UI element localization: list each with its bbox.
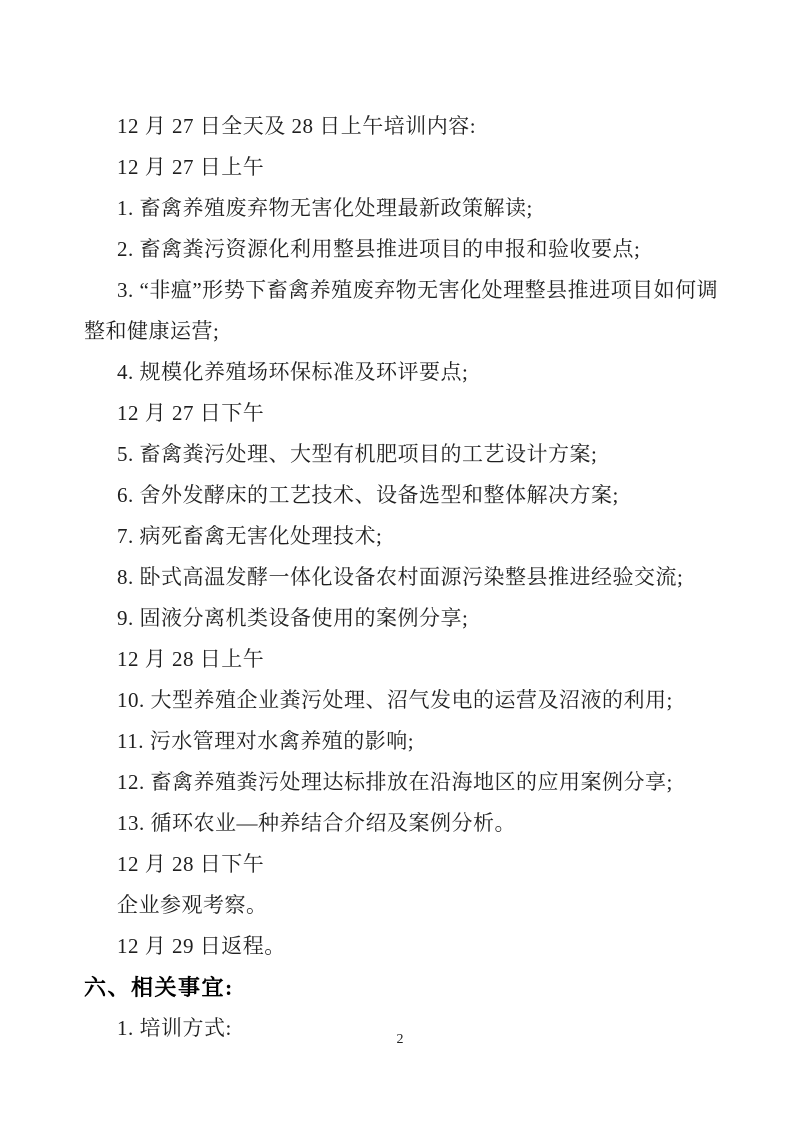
paragraph-line: 12 月 27 日全天及 28 日上午培训内容: — [117, 114, 477, 138]
paragraph-line: 10. 大型养殖企业粪污处理、沼气发电的运营及沼液的利用; — [117, 688, 673, 712]
paragraph-line: 6. 舍外发酵床的工艺技术、设备选型和整体解决方案; — [117, 483, 619, 507]
document-body — [84, 106, 742, 1049]
paragraph-line: 7. 病死畜禽无害化处理技术; — [117, 524, 383, 548]
paragraph-line: 1. 培训方式: — [117, 1016, 232, 1040]
page-number: 2 — [396, 1032, 404, 1047]
paragraph-line: 5. 畜禽粪污处理、大型有机肥项目的工艺设计方案; — [117, 442, 598, 466]
paragraph-line: 13. 循环农业—种养结合介绍及案例分析。 — [117, 811, 516, 835]
section-heading: 六、相关事宜: — [84, 975, 234, 1000]
paragraph-line: 11. 污水管理对水禽养殖的影响; — [117, 729, 415, 753]
paragraph-line: 2. 畜禽粪污资源化利用整县推进项目的申报和验收要点; — [117, 237, 641, 261]
paragraph-line: 4. 规模化养殖场环保标准及环评要点; — [117, 360, 469, 384]
paragraph-line: 12 月 28 日下午 — [117, 852, 265, 876]
paragraph-line: 8. 卧式高温发酵一体化设备农村面源污染整县推进经验交流; — [117, 565, 684, 589]
paragraph-line: 12 月 27 日下午 — [117, 401, 265, 425]
paragraph-line: 12 月 28 日上午 — [117, 647, 265, 671]
paragraph-line: 企业参观考察。 — [117, 893, 268, 917]
paragraph-line: 1. 畜禽养殖废弃物无害化处理最新政策解读; — [117, 196, 533, 220]
paragraph-line: 3. “非瘟”形势下畜禽养殖废弃物无害化处理整县推进项目如何调 — [117, 278, 719, 302]
paragraph-line: 12. 畜禽养殖粪污处理达标排放在沿海地区的应用案例分享; — [117, 770, 673, 794]
paragraph-line: 12 月 29 日返程。 — [117, 934, 286, 958]
paragraph-line: 整和健康运营; — [84, 319, 220, 343]
paragraph-line: 9. 固液分离机类设备使用的案例分享; — [117, 606, 469, 630]
paragraph-line: 12 月 27 日上午 — [117, 155, 265, 179]
